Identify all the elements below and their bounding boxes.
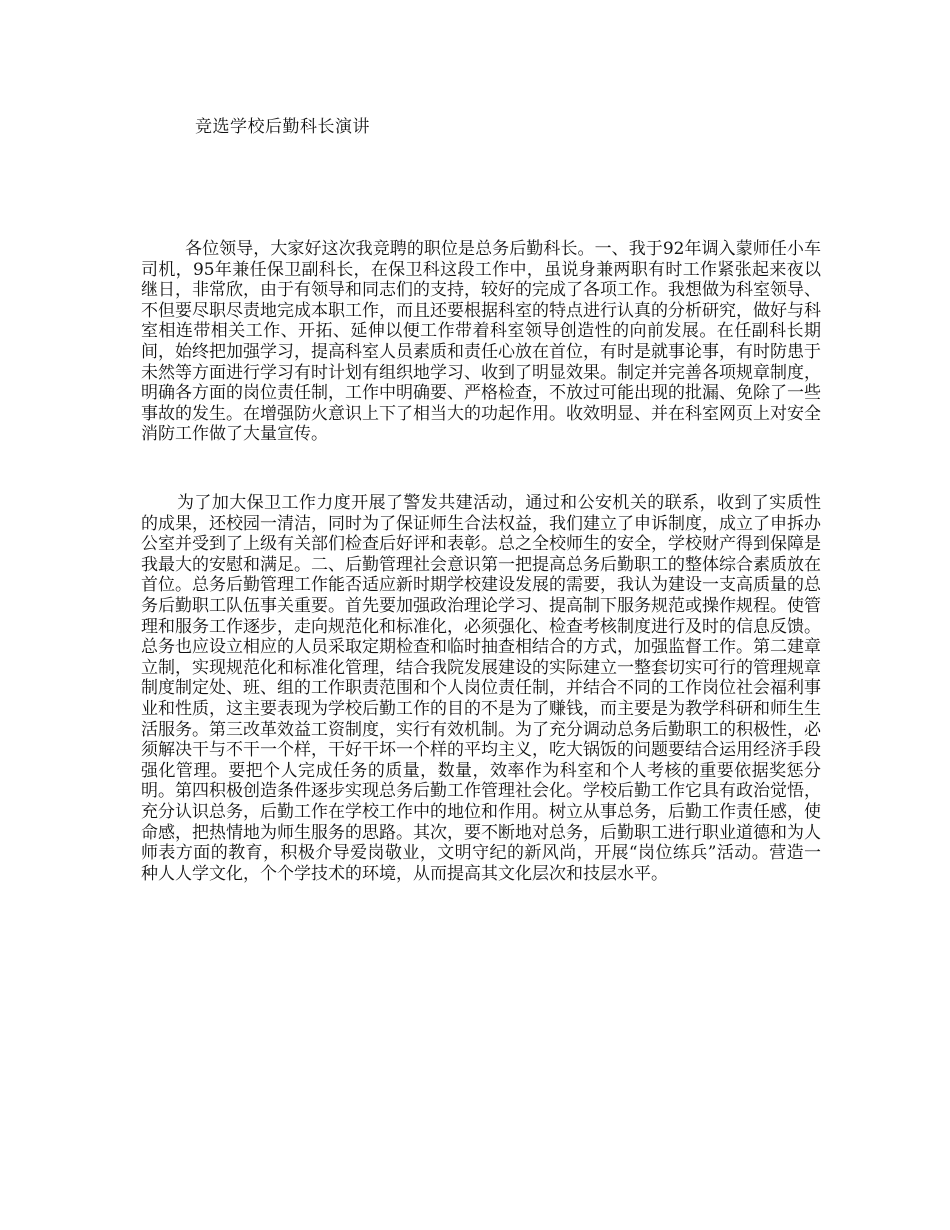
paragraph-2: 为了加大保卫工作力度开展了警发共建活动，通过和公安机关的联系，收到了实质性的成果，还校园一清洁，同时为了保证师生合法权益，我们建立了申诉制度，成立了申拆办公室并受到了上级有关部们检查后好评和表彰。总之全校师生的安全，学校财产得到保障是我最大的安慰和满足。二、后勤管理社会意识第一把提高总务后勤职工的整体综合素质放在首位。总务后勤管理工作能否适应新时期学校建设发展的需要，我认为建设一支高质量的总务后勤职工队伍事关重要。首先要加强政治理论学习、提高制下服务规范或操作规程。使管理和服务工作逐步，走向规范化和标准化，必须强化、检查考核制度进行及时的信息反馈。总务也应设立相应的人员采取定期检查和临时抽查相结合的方式，加强监督工作。第二建章立制，实现规范化和标准化管理，结合我院发展建设的实际建立一整套切实可行的管理规章制度制定处、班、组的工作职责范围和个人岗位责任制，并结合不同的工作岗位社会福利事业和性质，这主要表现为学校后勤工作的目的不是为了赚钱，而主要是为教学科研和师生生活服务。第三改革效益工资制度，实行有效机制。为了充分调动总务后勤职工的积极性，必须解决干与不干一个样，干好干坏一个样的平均主义，吃大锅饭的问题要结合运用经济手段强化管理。要把个人完成任务的质量，数量，效率作为科室和个人考核的重要依据奖惩分明。第四积极创造条件逐步实现总务后勤工作管理社会化。学校后勤工作它具有政治觉悟，充分认识总务，后勤工作在学校工作中的地位和作用。树立从事总务，后勤工作责任感，使命感，把热情地为师生服务的思路。其次，要不断地对总务，后勤职工进行职业道德和为人师表方面的教育，积极介导爱岗敬业，文明守纪的新风尚，开展“岗位练兵”活动。营造一种人人学文化，个个学技术的环境，从而提高其文化层次和技层水平。 [141,493,821,884]
paragraph-1: 各位领导，大家好这次我竞聘的职位是总务后勤科长。一、我于92年调入蒙师任小车司机，95年兼任保卫副科长，在保卫科这段工作中，虽说身兼两职有时工作紧张起来夜以继日，非常欣，由于有领导和同志们的支持，较好的完成了各项工作。我想做为科室领导、不但要尽职尽责地完成本职工作，而且还要根据科室的特点进行认真的分析研究，做好与科室相连带相关工作、开拓、延伸以便工作带着科室领导创造性的向前发展。在任副科长期间，始终把加强学习，提高科室人员素质和责任心放在首位，有时是就事论事，有时防患于未然等方面进行学习有时计划有组织地学习、收到了明显效果。制定并完善各项规章制度，明确各方面的岗位责任制，工作中明确要、严格检查，不放过可能出现的批漏、免除了一些事故的发生。在增强防火意识上下了相当大的功起作用。收效明显、并在科室网页上对安全消防工作做了大量宣传。 [141,239,821,445]
document-title: 竞选学校后勤科长演讲 [195,117,370,137]
